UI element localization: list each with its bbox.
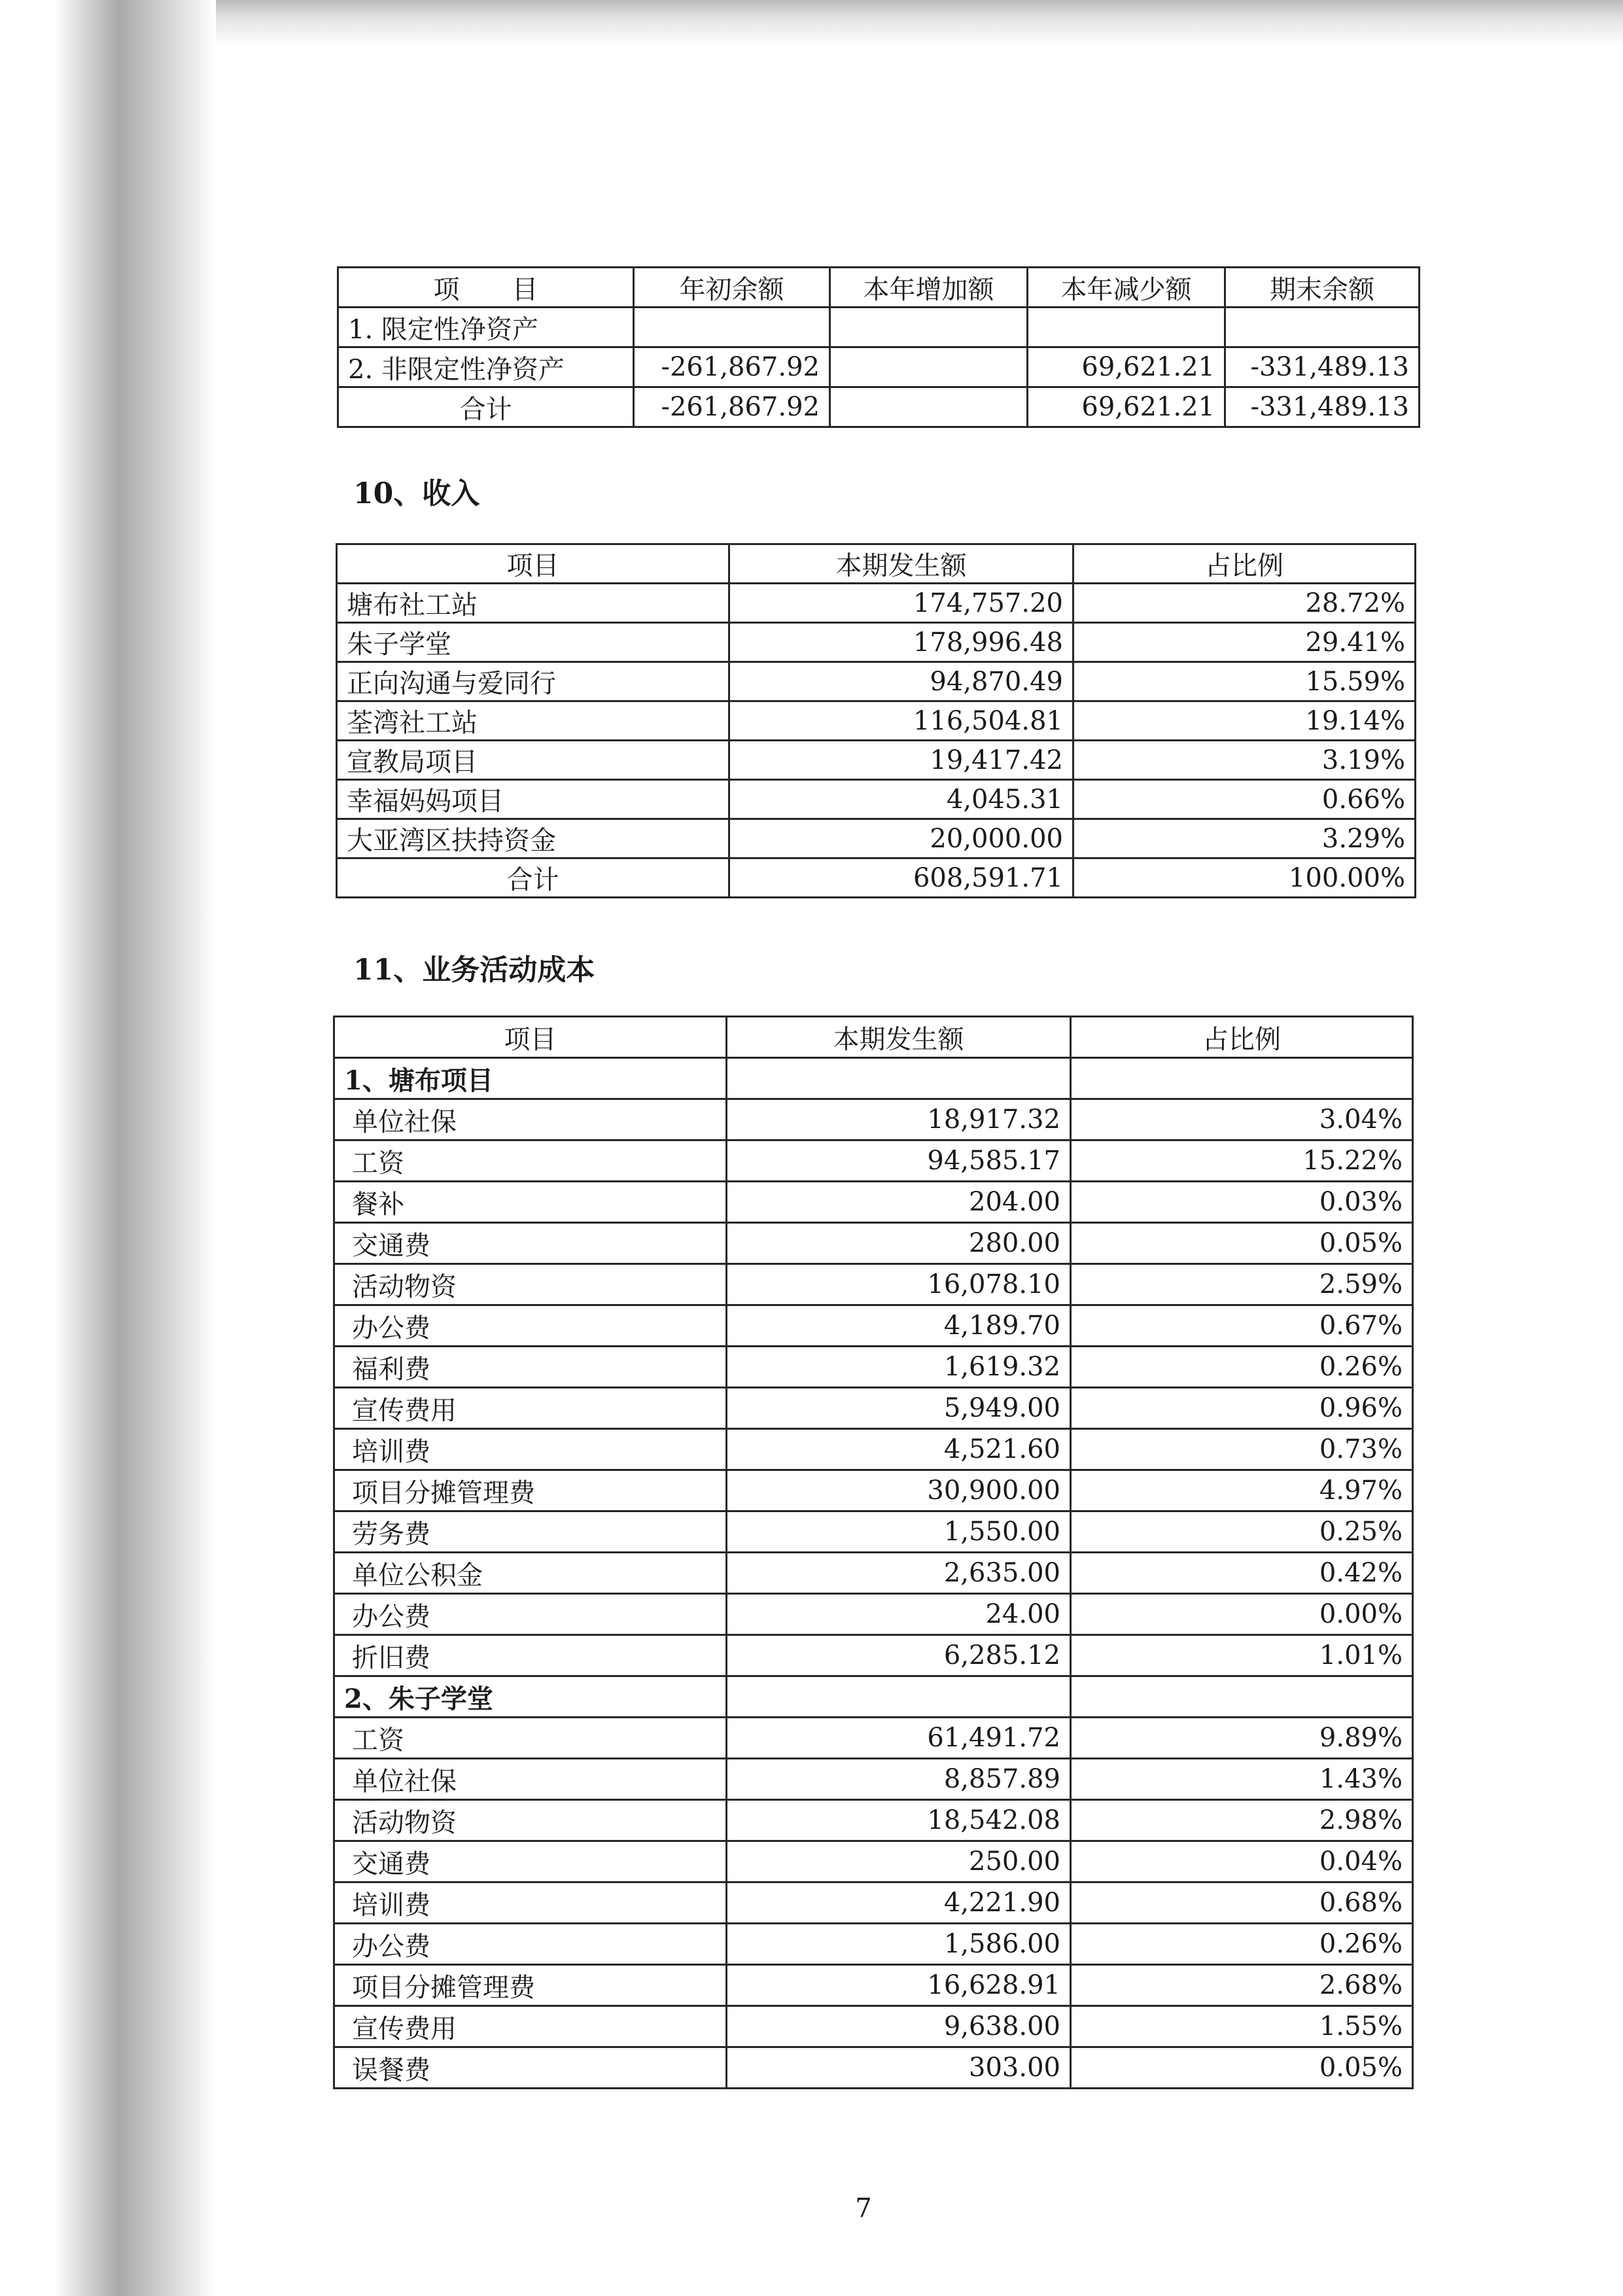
- ratio-cell: 2.68%: [1071, 1965, 1413, 2006]
- item-cell: 劳务费: [334, 1511, 727, 1553]
- empty-cell: [727, 1676, 1071, 1718]
- item-cell: 幸福妈妈项目: [337, 780, 729, 819]
- item-cell: 大亚湾区扶持资金: [337, 819, 729, 858]
- item-cell: 工资: [334, 1718, 727, 1759]
- ratio-cell: 2.59%: [1071, 1264, 1413, 1305]
- ratio-cell: 1.43%: [1071, 1759, 1413, 1800]
- item-cell: 项目分摊管理费: [334, 1965, 727, 2006]
- ratio-cell: 0.26%: [1071, 1347, 1413, 1388]
- ratio-cell: 3.04%: [1071, 1099, 1413, 1140]
- item-cell: 误餐费: [334, 2047, 727, 2089]
- amount-cell: 16,628.91: [727, 1965, 1071, 2006]
- amount-cell: 18,917.32: [727, 1099, 1071, 1140]
- ratio-cell: 9.89%: [1071, 1718, 1413, 1759]
- table-row: [337, 741, 1416, 780]
- table-row: [334, 1140, 1413, 1182]
- group-row: [334, 1058, 1413, 1099]
- value-cell: -261,867.92: [634, 387, 830, 427]
- scan-top-shadow: [0, 0, 1623, 46]
- table-row: [337, 623, 1416, 662]
- amount-cell: 608,591.71: [729, 858, 1073, 898]
- table-header-row: [337, 544, 1416, 584]
- table-row: [334, 1882, 1413, 1924]
- table-row: [334, 2006, 1413, 2047]
- table-row: [334, 1099, 1413, 1140]
- item-cell: 正向沟通与爱同行: [337, 662, 729, 701]
- page-number: 7: [855, 2193, 872, 2223]
- ratio-cell: 15.59%: [1073, 662, 1416, 701]
- item-cell: 餐补: [334, 1182, 727, 1223]
- value-cell: [1028, 308, 1225, 347]
- ratio-cell: 0.73%: [1071, 1429, 1413, 1470]
- amount-cell: 280.00: [727, 1223, 1071, 1264]
- amount-cell: 19,417.42: [729, 741, 1073, 780]
- header-cell: 本期发生额: [727, 1017, 1071, 1058]
- amount-cell: 174,757.20: [729, 584, 1073, 623]
- table-row: [337, 819, 1416, 858]
- amount-cell: 94,870.49: [729, 662, 1073, 701]
- item-cell: 活动物资: [334, 1264, 727, 1305]
- amount-cell: 2,635.00: [727, 1553, 1071, 1594]
- table-row: [334, 1388, 1413, 1429]
- empty-cell: [1071, 1058, 1413, 1099]
- ratio-cell: 0.26%: [1071, 1924, 1413, 1965]
- group-row: [334, 1676, 1413, 1718]
- total-row: [337, 858, 1416, 898]
- amount-cell: 178,996.48: [729, 623, 1073, 662]
- item-cell: 办公费: [334, 1594, 727, 1635]
- item-cell: 福利费: [334, 1347, 727, 1388]
- table-row: [334, 1594, 1413, 1635]
- ratio-cell: 3.29%: [1073, 819, 1416, 858]
- table-row: [334, 1182, 1413, 1223]
- header-cell: 期末余额: [1225, 268, 1420, 308]
- amount-cell: 4,045.31: [729, 780, 1073, 819]
- table-row: [334, 1553, 1413, 1594]
- ratio-cell: 0.42%: [1071, 1553, 1413, 1594]
- amount-cell: 20,000.00: [729, 819, 1073, 858]
- ratio-cell: 100.00%: [1073, 858, 1416, 898]
- header-cell: 本年减少额: [1028, 268, 1225, 308]
- table-header-row: [338, 268, 1420, 308]
- amount-cell: 94,585.17: [727, 1140, 1071, 1182]
- amount-cell: 5,949.00: [727, 1388, 1071, 1429]
- amount-cell: 303.00: [727, 2047, 1071, 2089]
- header-cell: 本期发生额: [729, 544, 1073, 584]
- table-row: [334, 1223, 1413, 1264]
- amount-cell: 1,619.32: [727, 1347, 1071, 1388]
- amount-cell: 4,189.70: [727, 1305, 1071, 1347]
- table-row: [334, 1470, 1413, 1511]
- ratio-cell: 0.04%: [1071, 1841, 1413, 1882]
- amount-cell: 30,900.00: [727, 1470, 1071, 1511]
- item-cell: 合计: [338, 387, 634, 427]
- table-row: [334, 1635, 1413, 1676]
- value-cell: [1225, 308, 1420, 347]
- amount-cell: 24.00: [727, 1594, 1071, 1635]
- item-cell: 交通费: [334, 1223, 727, 1264]
- amount-cell: 8,857.89: [727, 1759, 1071, 1800]
- table-row: [334, 1718, 1413, 1759]
- amount-cell: 1,550.00: [727, 1511, 1071, 1553]
- table-row: [337, 701, 1416, 741]
- table-row: [334, 1264, 1413, 1305]
- scan-binding-shadow: [0, 0, 216, 2296]
- item-cell: 塘布社工站: [337, 584, 729, 623]
- ratio-cell: 1.55%: [1071, 2006, 1413, 2047]
- section-heading-business-cost: 11、业务活动成本: [353, 953, 595, 987]
- ratio-cell: 0.96%: [1071, 1388, 1413, 1429]
- table-row: [334, 1965, 1413, 2006]
- amount-cell: 250.00: [727, 1841, 1071, 1882]
- item-cell: 单位社保: [334, 1099, 727, 1140]
- amount-cell: 18,542.08: [727, 1800, 1071, 1841]
- table-row: [334, 1924, 1413, 1965]
- ratio-cell: 0.05%: [1071, 2047, 1413, 2089]
- ratio-cell: 1.01%: [1071, 1635, 1413, 1676]
- value-cell: [830, 347, 1028, 387]
- total-row: [338, 387, 1420, 427]
- value-cell: [634, 308, 830, 347]
- ratio-cell: 0.05%: [1071, 1223, 1413, 1264]
- ratio-cell: 0.66%: [1073, 780, 1416, 819]
- header-cell: 项目: [337, 544, 729, 584]
- net-assets-table: [337, 266, 1420, 428]
- table-header-row: [334, 1017, 1413, 1058]
- ratio-cell: 15.22%: [1071, 1140, 1413, 1182]
- value-cell: [830, 308, 1028, 347]
- group-title: 1、塘布项目: [334, 1058, 727, 1099]
- ratio-cell: 28.72%: [1073, 584, 1416, 623]
- value-cell: 69,621.21: [1028, 347, 1225, 387]
- item-cell: 朱子学堂: [337, 623, 729, 662]
- table-row: [337, 584, 1416, 623]
- value-cell: -261,867.92: [634, 347, 830, 387]
- ratio-cell: 0.25%: [1071, 1511, 1413, 1553]
- table-row: [334, 1429, 1413, 1470]
- header-cell: 本年增加额: [830, 268, 1028, 308]
- empty-cell: [1071, 1676, 1413, 1718]
- business-cost-table: [333, 1016, 1414, 2089]
- amount-cell: 6,285.12: [727, 1635, 1071, 1676]
- item-cell: 2. 非限定性净资产: [338, 347, 634, 387]
- value-cell: -331,489.13: [1225, 347, 1420, 387]
- header-cell: 年初余额: [634, 268, 830, 308]
- ratio-cell: 0.67%: [1071, 1305, 1413, 1347]
- value-cell: [830, 387, 1028, 427]
- item-cell: 项目分摊管理费: [334, 1470, 727, 1511]
- item-cell: 单位公积金: [334, 1553, 727, 1594]
- header-cell: 占比例: [1071, 1017, 1413, 1058]
- item-cell: 培训费: [334, 1429, 727, 1470]
- ratio-cell: 0.00%: [1071, 1594, 1413, 1635]
- value-cell: -331,489.13: [1225, 387, 1420, 427]
- value-cell: 69,621.21: [1028, 387, 1225, 427]
- item-cell: 合计: [337, 858, 729, 898]
- amount-cell: 204.00: [727, 1182, 1071, 1223]
- item-cell: 单位社保: [334, 1759, 727, 1800]
- table-row: [334, 1305, 1413, 1347]
- ratio-cell: 4.97%: [1071, 1470, 1413, 1511]
- item-cell: 荃湾社工站: [337, 701, 729, 741]
- header-cell: 项目: [334, 1017, 727, 1058]
- amount-cell: 61,491.72: [727, 1718, 1071, 1759]
- table-row: [334, 1759, 1413, 1800]
- amount-cell: 4,221.90: [727, 1882, 1071, 1924]
- ratio-cell: 0.68%: [1071, 1882, 1413, 1924]
- item-cell: 培训费: [334, 1882, 727, 1924]
- item-cell: 交通费: [334, 1841, 727, 1882]
- amount-cell: 116,504.81: [729, 701, 1073, 741]
- ratio-cell: 3.19%: [1073, 741, 1416, 780]
- item-cell: 折旧费: [334, 1635, 727, 1676]
- table-row: [334, 1511, 1413, 1553]
- amount-cell: 16,078.10: [727, 1264, 1071, 1305]
- income-table: [336, 543, 1416, 898]
- table-row: [337, 780, 1416, 819]
- ratio-cell: 0.03%: [1071, 1182, 1413, 1223]
- amount-cell: 4,521.60: [727, 1429, 1071, 1470]
- table-row: [334, 2047, 1413, 2089]
- ratio-cell: 2.98%: [1071, 1800, 1413, 1841]
- ratio-cell: 29.41%: [1073, 623, 1416, 662]
- ratio-cell: 19.14%: [1073, 701, 1416, 741]
- group-title: 2、朱子学堂: [334, 1676, 727, 1718]
- table-row: [334, 1841, 1413, 1882]
- item-cell: 宣传费用: [334, 1388, 727, 1429]
- item-cell: 1. 限定性净资产: [338, 308, 634, 347]
- section-heading-income: 10、收入: [353, 477, 480, 510]
- amount-cell: 1,586.00: [727, 1924, 1071, 1965]
- table-row: [337, 662, 1416, 701]
- item-cell: 宣传费用: [334, 2006, 727, 2047]
- item-cell: 办公费: [334, 1924, 727, 1965]
- table-row: [338, 308, 1420, 347]
- table-row: [334, 1347, 1413, 1388]
- item-cell: 办公费: [334, 1305, 727, 1347]
- empty-cell: [727, 1058, 1071, 1099]
- item-cell: 工资: [334, 1140, 727, 1182]
- item-cell: 活动物资: [334, 1800, 727, 1841]
- table-row: [338, 347, 1420, 387]
- item-cell: 宣教局项目: [337, 741, 729, 780]
- amount-cell: 9,638.00: [727, 2006, 1071, 2047]
- header-cell: 占比例: [1073, 544, 1416, 584]
- header-cell: 项 目: [338, 268, 634, 308]
- table-row: [334, 1800, 1413, 1841]
